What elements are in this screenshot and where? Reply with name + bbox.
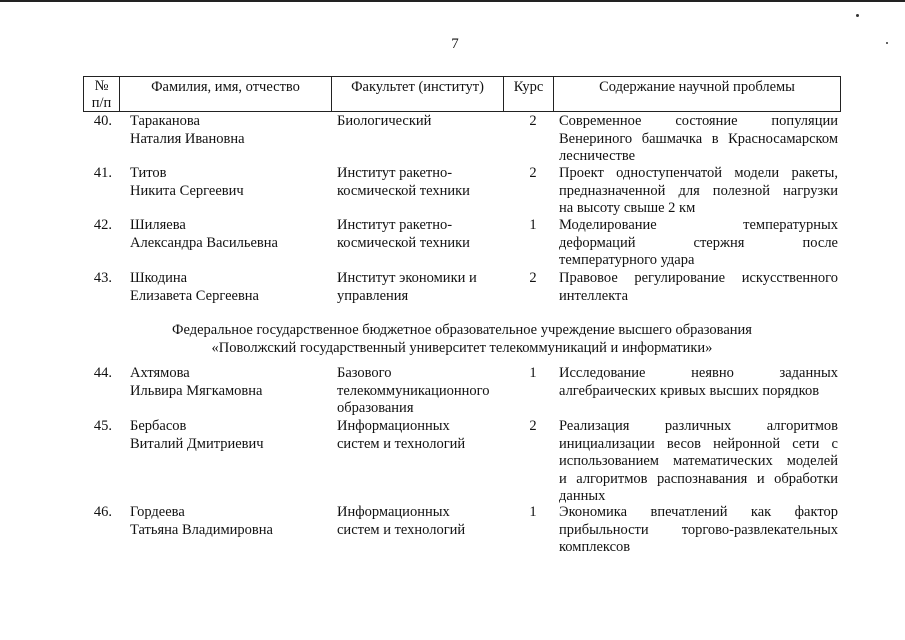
course: 2 xyxy=(529,113,537,129)
research-problem xyxy=(559,418,838,506)
research-problem xyxy=(559,113,838,166)
row-number: 43. xyxy=(93,270,112,286)
page-number: 7 xyxy=(451,36,459,52)
surname: Гордеева xyxy=(130,504,185,520)
surname: Шкодина xyxy=(130,270,188,286)
header-course: Курс xyxy=(504,77,554,111)
student-name xyxy=(130,418,325,453)
student-name xyxy=(130,165,325,200)
course: 1 xyxy=(529,365,537,381)
problem-line: Современное состояние популяции xyxy=(559,113,838,129)
surname: Бербасов xyxy=(130,418,187,434)
faculty-line: космической техники xyxy=(337,182,470,199)
faculty xyxy=(337,365,507,418)
problem-line: Правовое регулирование искусственного xyxy=(559,270,838,286)
student-name xyxy=(130,270,325,305)
faculty-line: телекоммуникационного xyxy=(337,382,490,399)
problem-line: Исследование неявно заданных xyxy=(559,365,838,381)
faculty xyxy=(337,165,507,200)
scan-speck xyxy=(886,42,888,44)
surname: Шиляева xyxy=(130,217,186,233)
surname: Титов xyxy=(130,165,167,181)
problem-line: Реализация различных алгоритмов xyxy=(559,418,838,434)
faculty-line: систем и технологий xyxy=(337,435,466,452)
faculty xyxy=(337,504,507,539)
course: 1 xyxy=(529,504,537,520)
faculty-line: Биологический xyxy=(337,113,432,129)
problem-line: инициализации весов нейронной сети с xyxy=(559,435,838,452)
faculty-line: Институт ракетно- xyxy=(337,217,453,233)
header-fio: Фамилия, имя, отчество xyxy=(120,77,332,111)
faculty-line: Институт ракетно- xyxy=(337,165,453,181)
top-border-line xyxy=(0,0,905,2)
given-names: Виталий Дмитриевич xyxy=(130,435,264,452)
given-names: Никита Сергеевич xyxy=(130,182,244,199)
given-names: Татьяна Владимировна xyxy=(130,521,273,538)
problem-line: интеллекта xyxy=(559,287,629,304)
faculty-line: космической техники xyxy=(337,234,470,251)
student-name xyxy=(130,365,325,400)
row-number: 46. xyxy=(93,504,112,520)
research-problem xyxy=(559,365,838,400)
student-name xyxy=(130,113,325,148)
header-faculty: Факультет (институт) xyxy=(332,77,504,111)
problem-line: Моделирование температурных xyxy=(559,217,838,233)
faculty-line: управления xyxy=(337,287,409,304)
surname: Тараканова xyxy=(130,113,200,129)
problem-line: данных xyxy=(559,488,606,504)
row-number: 42. xyxy=(93,217,112,233)
faculty-line: Информационных xyxy=(337,504,450,520)
row-number: 40. xyxy=(93,113,112,129)
problem-line: Венериного башмачка в Красносамарском xyxy=(559,130,838,147)
problem-line: Экономика впечатлений как фактор xyxy=(559,504,838,520)
research-problem xyxy=(559,217,838,270)
student-name xyxy=(130,504,325,539)
given-names: Елизавета Сергеевна xyxy=(130,287,259,304)
organization-line: Федеральное государственное бюджетное образовательное учреждение высшего образования xyxy=(172,322,752,338)
course: 2 xyxy=(529,270,537,286)
course: 2 xyxy=(529,165,537,181)
given-names: Александра Васильевна xyxy=(130,234,278,251)
problem-line: использованием математических моделей xyxy=(559,453,838,469)
organization-line: «Поволжский государственный университет телекоммуникаций и информатики» xyxy=(211,340,713,356)
faculty-line: образования xyxy=(337,400,414,416)
header-num-line-2: п/п xyxy=(91,95,112,111)
surname: Ахтямова xyxy=(130,365,190,381)
research-problem xyxy=(559,504,838,557)
problem-line: температурного удара xyxy=(559,252,695,268)
problem-line: алгебраических кривых высших порядков xyxy=(559,382,820,399)
problem-line: прибыльности торгово-развлекательных xyxy=(559,521,838,538)
problem-line: лесничестве xyxy=(559,148,636,164)
course: 1 xyxy=(529,217,537,233)
problem-line: на высоту свыше 2 км xyxy=(559,200,696,216)
organization-heading xyxy=(83,321,841,357)
table-header xyxy=(83,76,841,112)
row-number: 44. xyxy=(93,365,112,381)
problem-line: и алгоритмов распознавания и обработки xyxy=(559,470,838,487)
faculty-line: систем и технологий xyxy=(337,521,466,538)
header-num xyxy=(84,77,120,111)
header-problem: Содержание научной проблемы xyxy=(599,79,795,95)
problem-line: деформаций стержня после xyxy=(559,234,838,251)
row-number: 45. xyxy=(93,418,112,434)
faculty-line: Информационных xyxy=(337,418,450,434)
faculty xyxy=(337,217,507,252)
problem-line: комплексов xyxy=(559,539,631,555)
faculty xyxy=(337,270,507,305)
scan-speck xyxy=(856,14,859,17)
faculty-line: Базового xyxy=(337,365,392,381)
given-names: Наталия Ивановна xyxy=(130,130,245,147)
faculty xyxy=(337,113,507,131)
research-problem xyxy=(559,270,838,305)
student-name xyxy=(130,217,325,252)
problem-line: Проект одноступенчатой модели ракеты, xyxy=(559,165,838,181)
given-names: Ильвира Мягкамовна xyxy=(130,382,263,399)
problem-line: предназначенной для полезной нагрузки xyxy=(559,182,838,199)
course: 2 xyxy=(529,418,537,434)
research-problem xyxy=(559,165,838,218)
header-num-line-1: № xyxy=(94,78,109,94)
faculty-line: Институт экономики и xyxy=(337,270,477,286)
row-number: 41. xyxy=(93,165,112,181)
faculty xyxy=(337,418,507,453)
